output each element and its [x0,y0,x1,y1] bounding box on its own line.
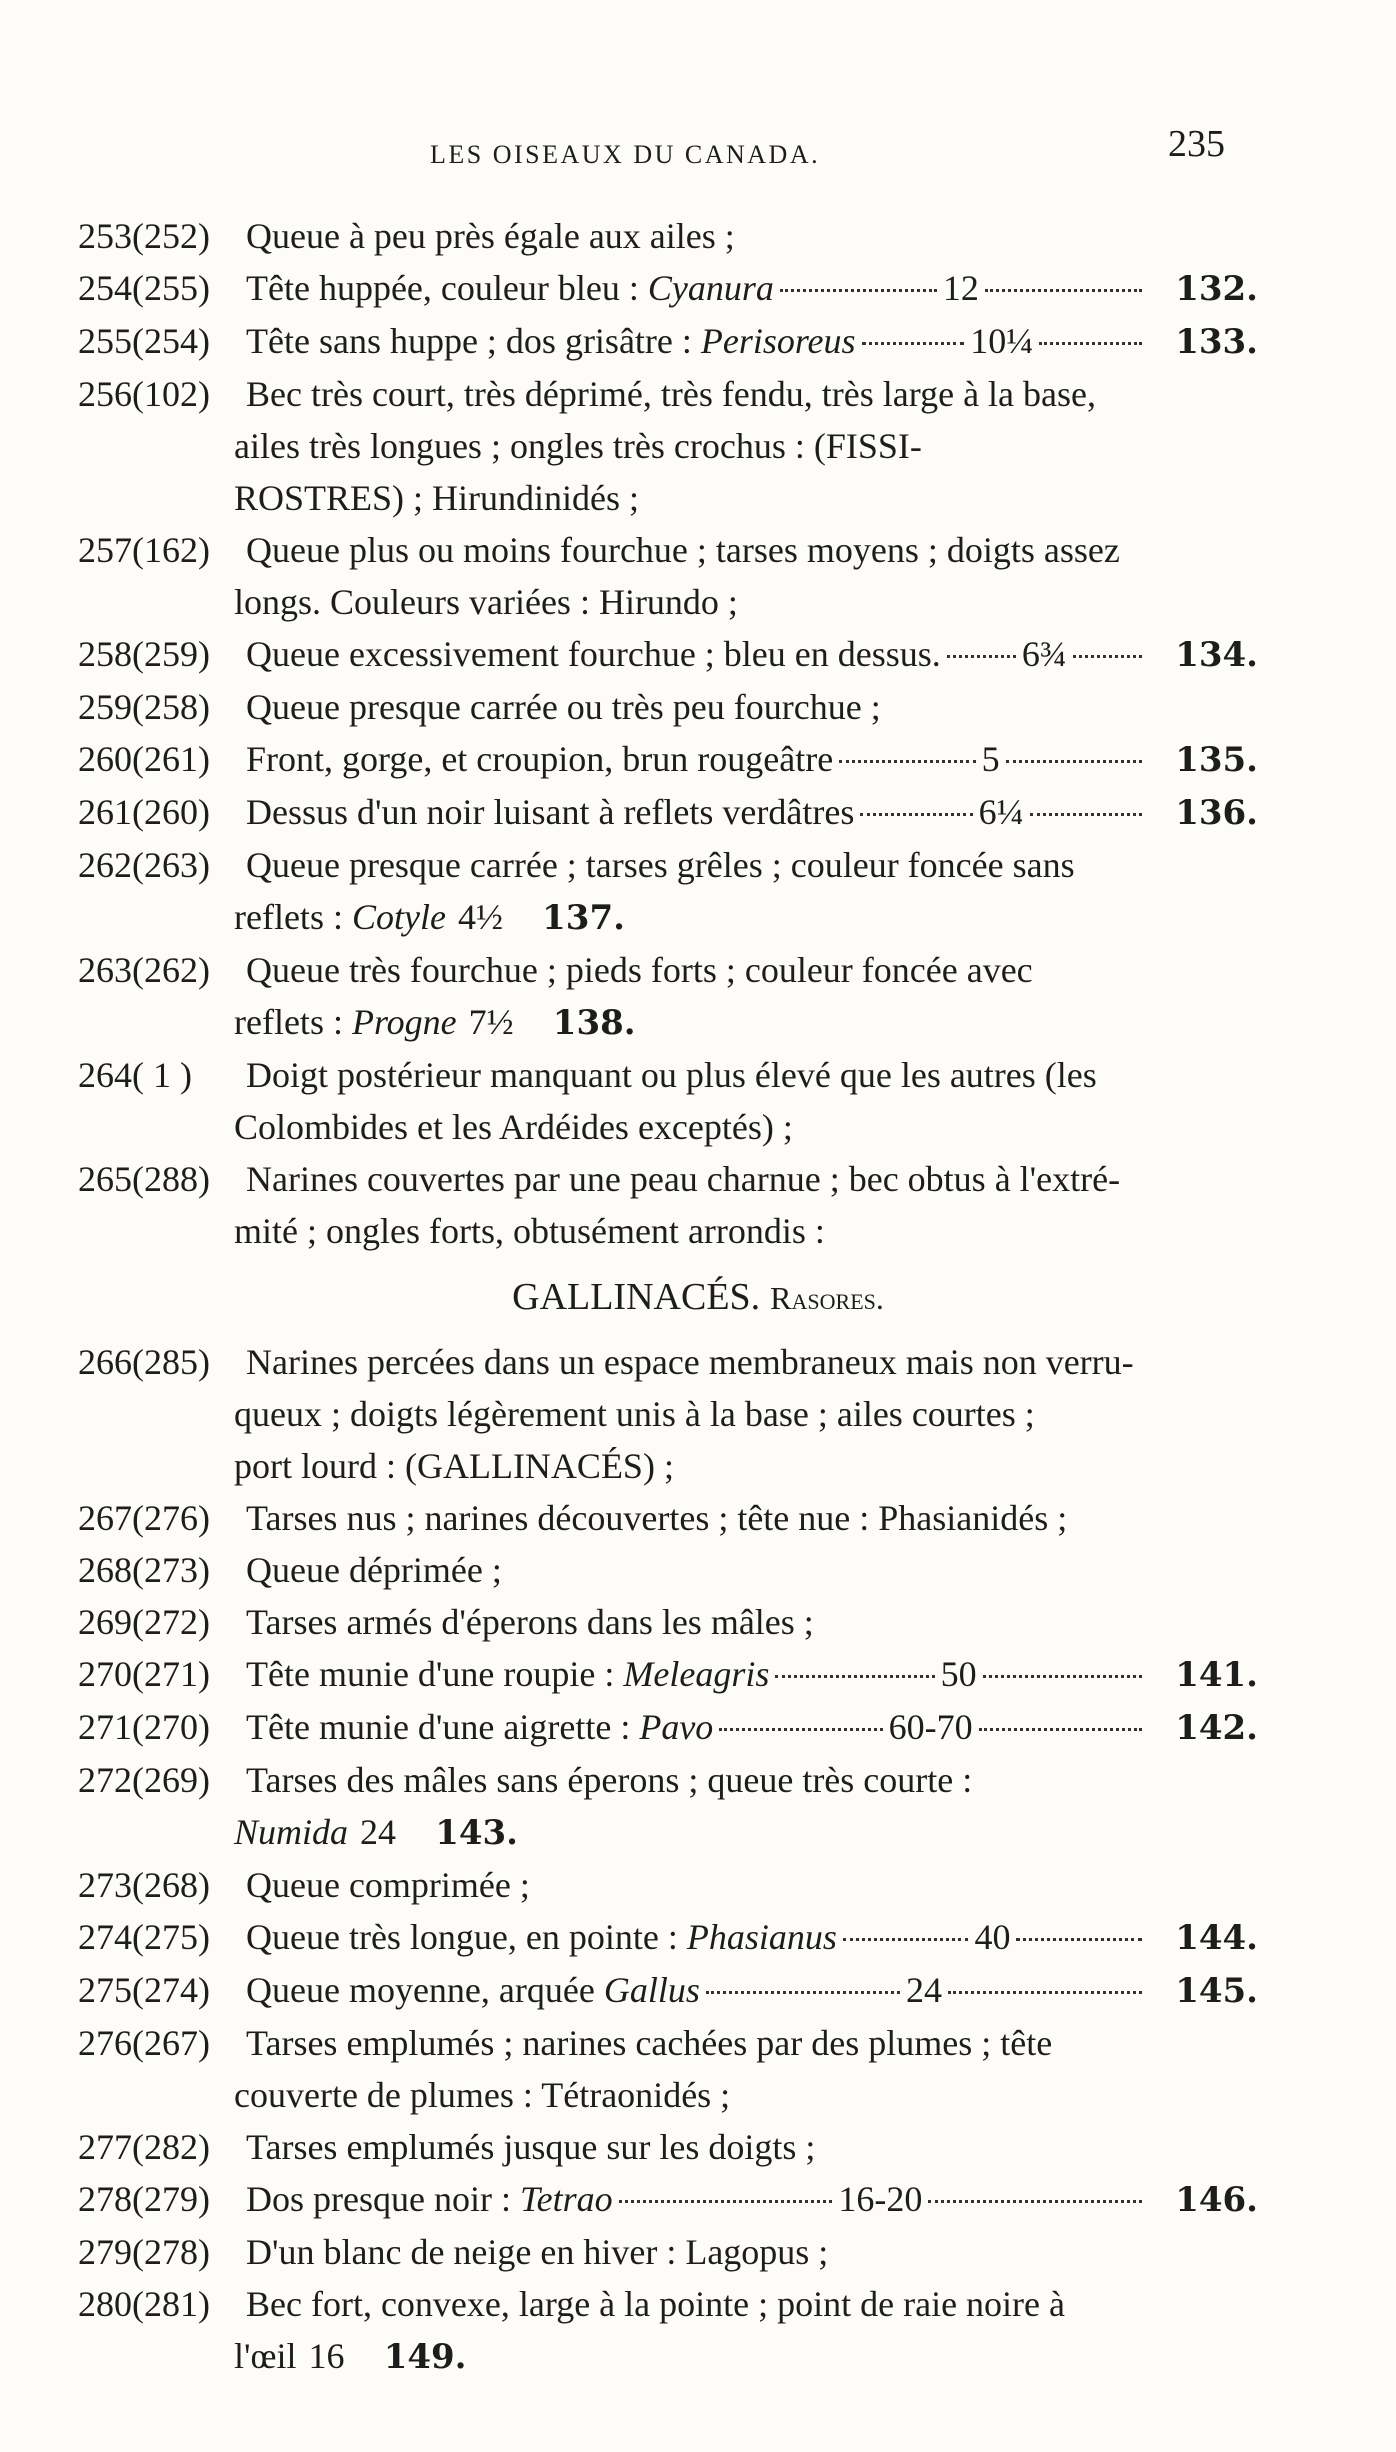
entry-text [246,1492,1258,1544]
entry-line [246,628,1258,681]
entry-line: Queue déprimée ; [246,1550,502,1590]
bird-size: 7½ [468,1002,514,1042]
species-number: 143. [435,1813,519,1853]
key-entry [78,839,1258,944]
entry-text [246,628,1258,681]
entry-line [78,1806,1258,1859]
dot-leader [985,289,1142,292]
key-entry [78,681,1258,733]
description-text: reflets : [234,897,352,937]
dot-leader [619,2200,833,2203]
entry-number: 259(258) [78,687,210,727]
dot-leader [775,1675,934,1678]
entry-description [246,1701,713,1753]
species-number: 136. [1175,793,1259,833]
entry-line: queux ; doigts légèrement unis à la base ; ailes courtes ; [234,1394,1035,1434]
entry-number: 262(263) [78,845,210,885]
entry-description [246,733,833,785]
key-entry [78,315,1258,368]
entry-number: 269(272) [78,1602,210,1642]
key-entry [78,1701,1258,1754]
entry-line [246,1648,1258,1701]
key-entry [78,733,1258,786]
entry-number: 277(282) [78,2127,210,2167]
entry-text [234,1049,1258,1153]
key-entry [78,262,1258,315]
entry-text [246,2226,1258,2278]
species-number: 132. [1175,269,1258,309]
section-title: GALLINACÉS. [512,1276,761,1318]
dot-leader [947,655,1016,658]
entry-line [246,786,1258,839]
species-number: 144. [1175,1918,1258,1958]
genus-name: Progne [351,1002,457,1042]
entry-number: 258(259) [78,634,210,674]
species-number: 134. [1175,635,1258,675]
key-entry [78,2278,1258,2383]
genus-name: Tetrao [519,2179,613,2219]
entry-text [246,210,1258,262]
key-entry [78,1544,1258,1596]
key-entry [78,1153,1258,1257]
key-entry [78,1911,1258,1964]
entry-number: 263(262) [78,950,210,990]
key-entry [78,1049,1258,1153]
bird-size: 60-70 [888,1707,973,1747]
entry-number: 276(267) [78,2023,210,2063]
key-entry [78,1648,1258,1701]
bird-size: 6¾ [1021,634,1067,674]
entry-line: Tarses armés d'éperons dans les mâles ; [246,1602,814,1642]
bird-size: 40 [974,1917,1011,1957]
key-entry [78,786,1258,839]
key-entry [78,2017,1258,2121]
entry-description [234,2336,297,2376]
dot-leader [719,1728,882,1731]
entry-line: Tarses emplumés ; narines cachées par des plumes ; tête [246,2023,1053,2063]
entry-number: 256(102) [78,374,210,414]
entry-line: Queue à peu près égale aux ailes ; [246,216,735,256]
dot-leader [1006,760,1142,763]
entry-number: 255(254) [78,321,210,361]
entry-text [246,2173,1258,2226]
species-number: 142. [1175,1708,1259,1748]
entry-line [246,1911,1258,1964]
description-text: Tête munie d'une aigrette : [246,1707,640,1747]
entry-line: Tarses nus ; narines découvertes ; tête nue : Phasianidés ; [246,1498,1068,1538]
key-entry [78,2226,1258,2278]
entry-description [234,1812,348,1852]
entry-text [246,681,1258,733]
entry-line: ROSTRES) ; Hirundinidés ; [234,478,640,518]
species-number: 146. [1175,2180,1258,2220]
genus-name: Phasianus [686,1917,837,1957]
dot-leader [706,1991,900,1994]
entry-text [234,944,1258,1049]
entry-number: 265(288) [78,1159,210,1199]
genus-name: Pavo [639,1707,714,1747]
entry-line: Tarses emplumés jusque sur les doigts ; [246,2127,816,2167]
species-number: 141. [1175,1655,1258,1695]
genus-name: Meleagris [623,1654,770,1694]
entry-text [246,1544,1258,1596]
bird-size: 16 [308,2336,345,2376]
genus-name: Cotyle [351,897,446,937]
bird-size: 5 [981,739,1000,779]
dot-leader [1030,813,1142,816]
dot-leader [928,2200,1142,2203]
bird-size: 24 [360,1812,397,1852]
description-text: Front, gorge, et croupion, brun rougeâtre [246,739,834,779]
entry-line [246,315,1258,368]
entry-text [246,262,1258,315]
entry-line [246,2173,1258,2226]
description-text: Queue très longue, en pointe : [246,1917,687,1957]
genus-name: Cyanura [647,268,774,308]
description-text: Tête sans huppe ; dos grisâtre : [246,321,701,361]
genus-name: Gallus [603,1970,700,2010]
entry-line: Bec très court, très déprimé, très fendu, très large à la base, [246,374,1096,414]
entry-number: 266(285) [78,1342,210,1382]
description-text: l'œil [234,2336,297,2376]
entry-text [246,1964,1258,2017]
dot-leader [860,813,972,816]
key-entry [78,1859,1258,1911]
entry-number: 271(270) [78,1707,210,1747]
entry-number: 272(269) [78,1760,210,1800]
entry-text [246,315,1258,368]
dot-leader [839,760,975,763]
key-entry [78,628,1258,681]
entry-line: Tarses des mâles sans éperons ; queue très courte : [246,1760,973,1800]
entry-description [246,1911,837,1963]
entry-number: 257(162) [78,530,210,570]
key-entry [78,2121,1258,2173]
dot-leader [983,1675,1142,1678]
entry-text [234,1754,1258,1859]
entry-description [234,1002,457,1042]
entry-text [234,1336,1258,1492]
key-entry [78,1754,1258,1859]
entry-line: couverte de plumes : Tétraonidés ; [234,2075,731,2115]
section-subtitle: Rasores. [770,1280,884,1316]
genus-name: Perisoreus [700,321,856,361]
entry-text [246,1859,1258,1911]
key-entry [78,1596,1258,1648]
entry-text [246,786,1258,839]
entry-number: 275(274) [78,1970,210,2010]
entry-number: 268(273) [78,1550,210,1590]
entry-line: Doigt postérieur manquant ou plus élevé que les autres (les [246,1055,1097,1095]
dot-leader [979,1728,1142,1731]
entry-line [246,1964,1258,2017]
entry-text [234,524,1258,628]
entry-text [246,1648,1258,1701]
genus-name: Numida [234,1812,349,1852]
entry-text [246,1596,1258,1648]
entry-description [246,786,854,838]
entry-text [246,733,1258,786]
description-text: Tête munie d'une roupie : [246,1654,624,1694]
entry-number: 264( 1 ) [78,1055,192,1095]
entry-text [246,2121,1258,2173]
entry-number: 278(279) [78,2179,210,2219]
entry-line: Narines couvertes par une peau charnue ; bec obtus à l'extré- [246,1159,1121,1199]
description-text: Tête huppée, couleur bleu : [246,268,648,308]
entry-description [246,1964,700,2016]
species-number: 135. [1175,740,1258,780]
key-entry [78,1492,1258,1544]
bird-size: 4½ [457,897,503,937]
bird-size: 24 [905,1970,942,2010]
entry-line: Narines percées dans un espace membraneux mais non verru- [246,1342,1134,1382]
page-header [0,122,1396,172]
key-entry [78,210,1258,262]
entry-line: Colombides et les Ardéides exceptés) ; [234,1107,793,1147]
entry-description [234,897,446,937]
entry-line: Bec fort, convexe, large à la pointe ; point de raie noire à [246,2284,1065,2324]
entry-description [246,2173,613,2225]
bird-size: 12 [942,268,979,308]
bird-size: 50 [940,1654,977,1694]
entry-number: 279(278) [78,2232,210,2272]
entry-text [246,1911,1258,1964]
section-heading [78,1265,1258,1330]
entry-line: Queue très fourchue ; pieds forts ; couleur foncée avec [246,950,1033,990]
dot-leader [1016,1938,1142,1941]
entry-line: mité ; ongles forts, obtusément arrondis : [234,1211,825,1251]
entry-text [234,2017,1258,2121]
entry-line [78,2330,1258,2383]
entry-text [234,2278,1258,2383]
entry-description [246,1648,769,1700]
key-entries [78,210,1258,2383]
entry-number: 273(268) [78,1865,210,1905]
entry-line: Queue comprimée ; [246,1865,530,1905]
dot-leader [948,1991,1142,1994]
entry-number: 267(276) [78,1498,210,1538]
entry-text [246,1701,1258,1754]
entry-line [78,996,1258,1049]
species-number: 149. [383,2337,467,2377]
entry-line: Queue presque carrée ou très peu fourchue ; [246,687,881,727]
entry-line [246,1701,1258,1754]
entry-line: Queue plus ou moins fourchue ; tarses moyens ; doigts assez [246,530,1120,570]
entry-description [246,628,941,680]
entry-description [246,315,856,367]
description-text: Dessus d'un noir luisant à reflets verdâtres [246,792,855,832]
species-number: 137. [542,898,625,938]
species-number: 133. [1175,322,1259,362]
dot-leader [862,342,965,345]
description-text: reflets : [234,1002,352,1042]
bird-size: 6¼ [978,792,1024,832]
description-text: Queue moyenne, arquée [246,1970,604,2010]
entry-text [234,839,1258,944]
entry-line: Queue presque carrée ; tarses grêles ; couleur foncée sans [246,845,1075,885]
page-number: 235 [1168,123,1225,165]
entry-text [234,1153,1258,1257]
key-entry [78,524,1258,628]
bird-size: 16-20 [838,2179,923,2219]
species-number: 145. [1175,1971,1259,2011]
entry-line: port lourd : (GALLINACÉS) ; [234,1446,674,1486]
entry-line: longs. Couleurs variées : Hirundo ; [234,582,738,622]
dot-leader [1073,655,1142,658]
entry-line [78,891,1258,944]
entry-number: 270(271) [78,1654,210,1694]
entry-text [234,368,1258,524]
description-text: Dos presque noir : [246,2179,520,2219]
description-text: Queue excessivement fourchue ; bleu en dessus. [246,634,941,674]
entry-line [246,262,1258,315]
entry-number: 261(260) [78,792,210,832]
bird-size: 10¼ [970,321,1034,361]
running-title: LES OISEAUX DU CANADA. [430,140,821,169]
dot-leader [843,1938,969,1941]
entry-number: 280(281) [78,2284,210,2324]
dot-leader [780,289,937,292]
key-entry [78,1336,1258,1492]
entry-number: 274(275) [78,1917,210,1957]
dot-leader [1039,342,1142,345]
entry-line: ailes très longues ; ongles très crochus : (FISSI- [234,426,922,466]
entry-number: 254(255) [78,268,210,308]
key-entry [78,368,1258,524]
entry-number: 253(252) [78,216,210,256]
entry-description [246,262,774,314]
key-entry [78,2173,1258,2226]
key-entry [78,944,1258,1049]
key-entry [78,1964,1258,2017]
entry-line: D'un blanc de neige en hiver : Lagopus ; [246,2232,829,2272]
entry-number: 260(261) [78,739,210,779]
entry-line [246,733,1258,786]
species-number: 138. [552,1003,636,1043]
